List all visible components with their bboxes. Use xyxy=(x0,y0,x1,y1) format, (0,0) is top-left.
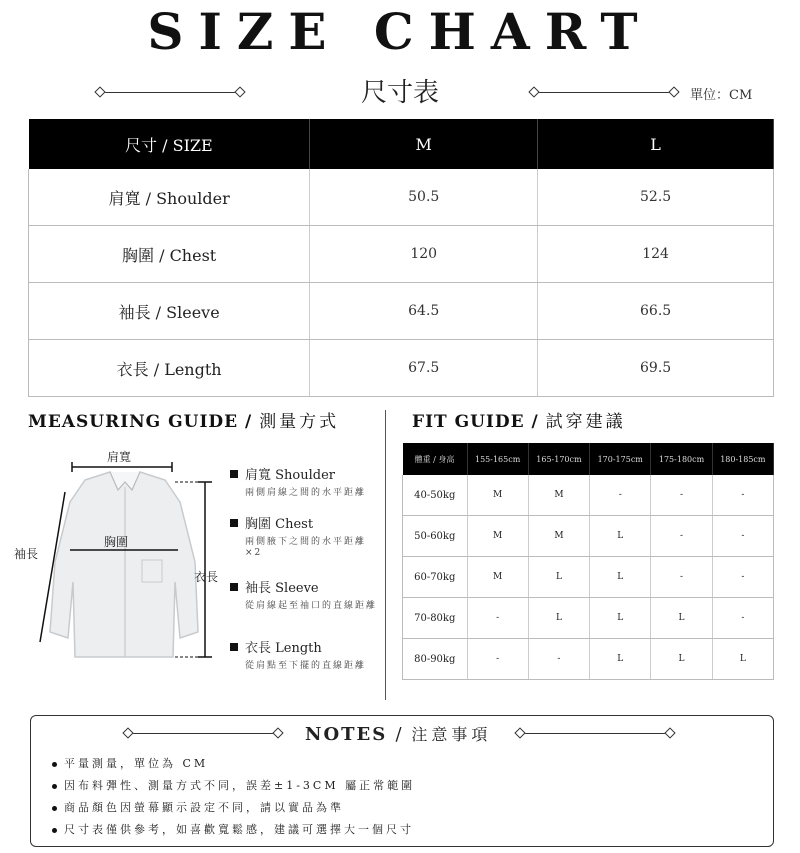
fit-header: 180-185cm xyxy=(712,443,773,475)
measuring-guide-title: MEASURING GUIDE / 測量方式 xyxy=(28,412,340,432)
cell-value: 64.5 xyxy=(310,283,538,340)
fit-header: 170-175cm xyxy=(590,443,651,475)
note-item: 尺寸表僅供參考，如喜歡寬鬆感，建議可選擇大一個尺寸 xyxy=(64,823,414,836)
divider-right xyxy=(534,92,674,93)
bullet-icon xyxy=(52,762,57,767)
bullet-icon xyxy=(52,784,57,789)
cell-value: 67.5 xyxy=(310,340,538,397)
fit-cell: - xyxy=(651,557,712,598)
fit-cell: L xyxy=(528,598,589,639)
fit-header: 175-180cm xyxy=(651,443,712,475)
guide-item-chest-desc: 兩側腋下之間的水平距離 xyxy=(245,537,367,547)
row-label: 肩寬 / Shoulder xyxy=(29,169,310,226)
fit-cell: - xyxy=(712,516,773,557)
fit-weight: 40-50kg xyxy=(403,475,468,516)
notes-divider-right xyxy=(520,733,670,734)
cell-value: 120 xyxy=(310,226,538,283)
cell-value: 50.5 xyxy=(310,169,538,226)
table-row xyxy=(403,598,774,639)
fit-header: 體重 / 身高 xyxy=(403,443,468,475)
guide-item-chest-desc-2: ×2 xyxy=(245,548,263,558)
notes-title-en: NOTES xyxy=(305,724,388,745)
fit-cell: L xyxy=(651,639,712,680)
size-header-m: M xyxy=(310,119,538,169)
note-item: 因布料彈性、測量方式不同，誤差±1-3CM 屬正常範圍 xyxy=(64,779,416,792)
table-row xyxy=(403,475,774,516)
table-row xyxy=(403,516,774,557)
guide-item-sleeve-desc: 從肩線起至袖口的直線距離 xyxy=(245,601,378,611)
divider-diamond xyxy=(234,86,245,97)
page-subtitle: 尺寸表 xyxy=(360,78,439,108)
guide-item-shoulder-label: 肩寬 Shoulder xyxy=(245,468,335,483)
diagram-label-shoulder: 肩寬 xyxy=(107,450,132,464)
guide-item-sleeve-label: 袖長 Sleeve xyxy=(245,581,319,596)
divider-diamond xyxy=(528,86,539,97)
fit-cell: M xyxy=(467,475,528,516)
fit-table xyxy=(402,443,774,680)
guide-item-length-desc: 從肩點至下擺的直線距離 xyxy=(245,661,367,671)
fit-cell: L xyxy=(651,598,712,639)
fit-cell: M xyxy=(467,516,528,557)
fit-cell: - xyxy=(651,516,712,557)
divider-left xyxy=(100,92,240,93)
divider-diamond xyxy=(668,86,679,97)
fit-guide-title-zh: 試穿建議 xyxy=(545,412,626,432)
cell-value: 124 xyxy=(538,226,774,283)
fit-guide-title-en: FIT GUIDE xyxy=(412,412,525,432)
row-label: 胸圍 / Chest xyxy=(29,226,310,283)
fit-cell: - xyxy=(651,475,712,516)
fit-cell: M xyxy=(467,557,528,598)
fit-cell: - xyxy=(712,557,773,598)
note-item: 商品顏色因螢幕顯示設定不同，請以實品為準 xyxy=(64,801,344,814)
note-item: 平量測量，單位為 CM xyxy=(64,757,209,770)
guide-item-length-label: 衣長 Length xyxy=(245,641,322,656)
shirt-diagram xyxy=(10,442,230,672)
measuring-guide-title-zh: 測量方式 xyxy=(259,412,340,432)
unit-label: 單位：CM xyxy=(690,88,753,103)
fit-cell: - xyxy=(467,639,528,680)
size-table-header-row xyxy=(29,119,774,169)
bullet-icon xyxy=(52,828,57,833)
fit-cell: M xyxy=(528,475,589,516)
row-label: 衣長 / Length xyxy=(29,340,310,397)
fit-cell: L xyxy=(590,598,651,639)
fit-cell: M xyxy=(528,516,589,557)
fit-cell: L xyxy=(590,557,651,598)
size-table xyxy=(28,119,774,397)
section-divider xyxy=(385,410,386,700)
table-row xyxy=(29,340,774,397)
table-row xyxy=(403,557,774,598)
fit-cell: - xyxy=(712,475,773,516)
cell-value: 66.5 xyxy=(538,283,774,340)
notes-title-zh: 注意事項 xyxy=(411,725,492,744)
fit-header: 165-170cm xyxy=(528,443,589,475)
shirt-shape xyxy=(50,472,198,657)
fit-header: 155-165cm xyxy=(467,443,528,475)
diagram-label-chest: 胸圍 xyxy=(104,535,129,549)
size-header-l: L xyxy=(538,119,774,169)
guide-item-chest-label: 胸圍 Chest xyxy=(245,517,314,532)
measuring-guide-title-en: MEASURING GUIDE xyxy=(28,412,239,432)
fit-cell: L xyxy=(590,516,651,557)
fit-weight: 70-80kg xyxy=(403,598,468,639)
fit-cell: L xyxy=(528,557,589,598)
fit-cell: L xyxy=(590,639,651,680)
fit-weight: 60-70kg xyxy=(403,557,468,598)
page-title: SIZE CHART xyxy=(147,2,653,61)
fit-cell: - xyxy=(712,598,773,639)
table-row xyxy=(29,169,774,226)
divider-diamond xyxy=(94,86,105,97)
cell-value: 69.5 xyxy=(538,340,774,397)
cell-value: 52.5 xyxy=(538,169,774,226)
bullet-icon xyxy=(230,470,238,478)
diagram-label-length: 衣長 xyxy=(194,570,219,584)
notes-title: NOTES / 注意事項 xyxy=(305,724,492,745)
table-row xyxy=(403,639,774,680)
diagram-label-sleeve: 袖長 xyxy=(14,547,39,561)
fit-cell: L xyxy=(712,639,773,680)
fit-weight: 50-60kg xyxy=(403,516,468,557)
bullet-icon xyxy=(230,519,238,527)
fit-table-header-row xyxy=(403,443,774,475)
fit-cell: - xyxy=(590,475,651,516)
guide-item-shoulder-desc: 兩側肩線之間的水平距離 xyxy=(245,488,367,498)
table-row xyxy=(29,283,774,340)
table-row xyxy=(29,226,774,283)
notes-divider-left xyxy=(128,733,278,734)
row-label: 袖長 / Sleeve xyxy=(29,283,310,340)
fit-weight: 80-90kg xyxy=(403,639,468,680)
fit-guide-title: FIT GUIDE / 試穿建議 xyxy=(412,412,626,432)
bullet-icon xyxy=(230,583,238,591)
fit-cell: - xyxy=(528,639,589,680)
bullet-icon xyxy=(230,643,238,651)
size-header-label: 尺寸 / SIZE xyxy=(29,119,310,169)
bullet-icon xyxy=(52,806,57,811)
fit-cell: - xyxy=(467,598,528,639)
